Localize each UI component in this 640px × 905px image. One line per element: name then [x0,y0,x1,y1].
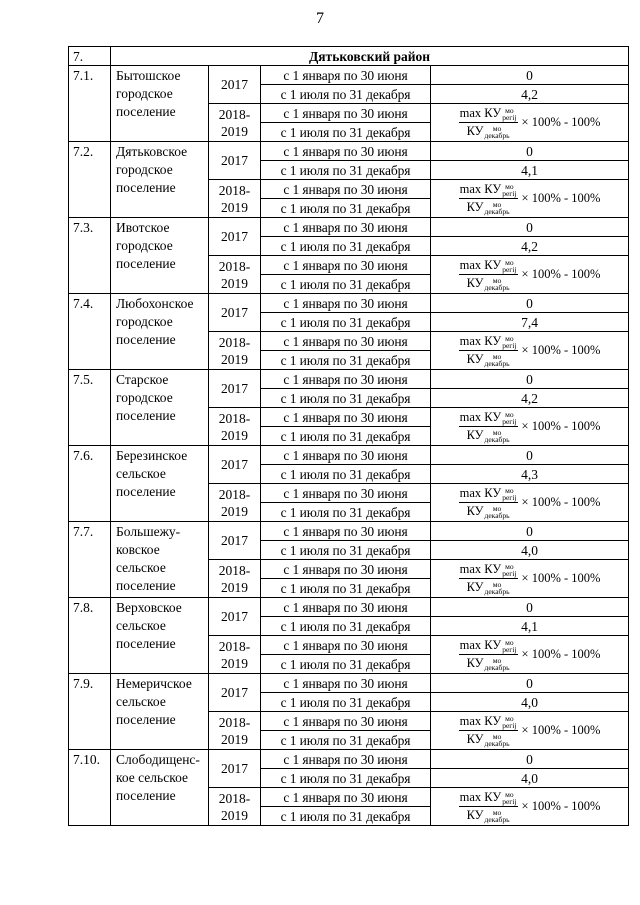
settlement-number: 7.5. [69,370,111,446]
formula-max: max [459,637,485,652]
settlement-number: 7.1. [69,66,111,142]
value-second-half: 4,2 [431,85,629,104]
value-second-half: 4,3 [431,465,629,484]
formula-multiplier: × 100% - 100% [521,191,601,205]
value-first-half: 0 [431,598,629,617]
period-first-half: с 1 января по 30 июня [261,636,431,655]
year-2018-2019: 2018-2019 [209,332,261,370]
value-first-half: 0 [431,446,629,465]
formula-indices: мо декабрь [484,124,510,141]
formula-cell [431,408,629,446]
formula-indices: мо декабрь [484,808,510,825]
formula-fraction [459,486,518,519]
year-2018-2019: 2018-2019 [209,104,261,142]
formula-cell [431,484,629,522]
period-first-half: с 1 января по 30 июня [261,218,431,237]
formula-max: max [459,333,485,348]
settlement-name: Верховское сельское поселение [111,598,209,674]
formula-fraction [459,182,518,215]
growth-formula [431,106,628,140]
formula-numerator [459,258,518,275]
formula-indices: мо декабрь [484,732,510,749]
formula-ku: КУ [466,808,484,822]
value-first-half: 0 [431,674,629,693]
formula-numerator [459,790,518,807]
formula-max: max [459,789,485,804]
settlement-number: 7.7. [69,522,111,598]
formula-ku: КУ [484,561,502,576]
value-first-half: 0 [431,750,629,769]
year-2018-2019: 2018-2019 [209,560,261,598]
formula-indices: мо регіј [502,562,517,578]
formula-indices: мо регіј [502,106,517,122]
formula-fraction [459,106,518,139]
year-2018-2019: 2018-2019 [209,180,261,218]
formula-cell [431,180,629,218]
formula-numerator [459,106,518,123]
period-first-half: с 1 января по 30 июня [261,294,431,313]
formula-max: max [459,713,485,728]
formula-max: max [459,181,485,196]
formula-numerator [459,714,518,731]
period-second-half: с 1 июля по 31 декабря [261,579,431,598]
formula-cell [431,636,629,674]
formula-fraction [459,258,518,291]
formula-indices: мо декабрь [484,580,510,597]
value-second-half: 4,2 [431,389,629,408]
settlement-number: 7.3. [69,218,111,294]
formula-indices: мо декабрь [484,656,510,673]
formula-ku: КУ [466,124,484,138]
formula-ku: КУ [484,409,502,424]
formula-denominator [467,123,510,139]
period-first-half: с 1 января по 30 июня [261,408,431,427]
period-second-half: с 1 июля по 31 декабря [261,807,431,826]
formula-max: max [459,105,485,120]
formula-multiplier: × 100% - 100% [521,343,601,357]
formula-numerator [459,638,518,655]
formula-numerator [459,486,518,503]
year-2018-2019: 2018-2019 [209,408,261,446]
formula-denominator [467,199,510,215]
period-second-half: с 1 июля по 31 декабря [261,123,431,142]
formula-fraction [459,790,518,823]
settlement-name: Немеричское сельское поселение [111,674,209,750]
period-first-half: с 1 января по 30 июня [261,674,431,693]
formula-indices: мо декабрь [484,352,510,369]
settlement-name: Слободищенс-кое сельское поселение [111,750,209,826]
settlement-number: 7.8. [69,598,111,674]
year-2018-2019: 2018-2019 [209,636,261,674]
formula-ku: КУ [484,789,502,804]
formula-multiplier: × 100% - 100% [521,647,601,661]
formula-indices: мо декабрь [484,276,510,293]
formula-cell [431,332,629,370]
value-first-half: 0 [431,294,629,313]
period-second-half: с 1 июля по 31 декабря [261,617,431,636]
settlement-name: Любохонское городское поселение [111,294,209,370]
table-row [69,446,629,465]
formula-max: max [459,561,485,576]
settlement-name: Большежу-ковское сельское поселение [111,522,209,598]
settlement-name: Дятьковское городское поселение [111,142,209,218]
value-first-half: 0 [431,522,629,541]
value-first-half: 0 [431,142,629,161]
formula-fraction [459,410,518,443]
period-second-half: с 1 июля по 31 декабря [261,465,431,484]
table-row [69,598,629,617]
value-second-half: 4,0 [431,693,629,712]
formula-ku: КУ [466,200,484,214]
formula-ku: КУ [466,428,484,442]
year-2017: 2017 [209,446,261,484]
formula-ku: КУ [484,105,502,120]
tariff-table [68,46,629,826]
formula-indices: мо декабрь [484,428,510,445]
formula-indices: мо регіј [502,334,517,350]
formula-ku: КУ [484,257,502,272]
formula-denominator [467,655,510,671]
formula-indices: мо регіј [502,258,517,274]
value-first-half: 0 [431,218,629,237]
formula-multiplier: × 100% - 100% [521,723,601,737]
growth-formula [431,562,628,596]
table-row [69,66,629,85]
settlement-number: 7.4. [69,294,111,370]
page-number: 7 [316,10,324,27]
period-second-half: с 1 июля по 31 декабря [261,389,431,408]
period-first-half: с 1 января по 30 июня [261,788,431,807]
formula-indices: мо регіј [502,714,517,730]
table-row [69,218,629,237]
year-2017: 2017 [209,142,261,180]
year-2018-2019: 2018-2019 [209,484,261,522]
growth-formula [431,638,628,672]
growth-formula [431,334,628,368]
settlement-name: Ивотское городское поселение [111,218,209,294]
period-first-half: с 1 января по 30 июня [261,104,431,123]
period-second-half: с 1 июля по 31 декабря [261,237,431,256]
period-second-half: с 1 июля по 31 декабря [261,731,431,750]
period-second-half: с 1 июля по 31 декабря [261,313,431,332]
period-first-half: с 1 января по 30 июня [261,142,431,161]
period-first-half: с 1 января по 30 июня [261,370,431,389]
year-2017: 2017 [209,370,261,408]
period-first-half: с 1 января по 30 июня [261,712,431,731]
growth-formula [431,258,628,292]
value-second-half: 4,0 [431,769,629,788]
period-second-half: с 1 июля по 31 декабря [261,693,431,712]
period-first-half: с 1 января по 30 июня [261,180,431,199]
year-2017: 2017 [209,750,261,788]
formula-indices: мо регіј [502,486,517,502]
value-second-half: 4,1 [431,617,629,636]
period-second-half: с 1 июля по 31 декабря [261,161,431,180]
formula-denominator [467,807,510,823]
period-first-half: с 1 января по 30 июня [261,66,431,85]
period-second-half: с 1 июля по 31 декабря [261,503,431,522]
formula-cell [431,256,629,294]
period-second-half: с 1 июля по 31 декабря [261,427,431,446]
formula-denominator [467,351,510,367]
formula-indices: мо декабрь [484,504,510,521]
year-2018-2019: 2018-2019 [209,256,261,294]
formula-indices: мо регіј [502,638,517,654]
region-name: Дятьковский район [111,47,629,66]
table-row [69,294,629,313]
formula-indices: мо регіј [502,182,517,198]
year-2017: 2017 [209,598,261,636]
formula-indices: мо декабрь [484,200,510,217]
formula-denominator [467,503,510,519]
formula-fraction [459,562,518,595]
value-second-half: 4,0 [431,541,629,560]
period-first-half: с 1 января по 30 июня [261,598,431,617]
year-2017: 2017 [209,522,261,560]
growth-formula [431,486,628,520]
settlement-number: 7.9. [69,674,111,750]
formula-fraction [459,714,518,747]
formula-ku: КУ [484,181,502,196]
formula-ku: КУ [466,580,484,594]
formula-numerator [459,182,518,199]
formula-ku: КУ [466,352,484,366]
formula-multiplier: × 100% - 100% [521,571,601,585]
table-row [69,750,629,769]
formula-multiplier: × 100% - 100% [521,799,601,813]
settlement-name: Бытошское городское поселение [111,66,209,142]
table-row [69,370,629,389]
year-2017: 2017 [209,66,261,104]
period-second-half: с 1 июля по 31 декабря [261,85,431,104]
formula-ku: КУ [466,276,484,290]
period-first-half: с 1 января по 30 июня [261,446,431,465]
table-row [69,522,629,541]
formula-cell [431,104,629,142]
formula-max: max [459,485,485,500]
formula-multiplier: × 100% - 100% [521,267,601,281]
formula-ku: КУ [484,637,502,652]
formula-denominator [467,275,510,291]
table-row [69,142,629,161]
period-second-half: с 1 июля по 31 декабря [261,275,431,294]
period-second-half: с 1 июля по 31 декабря [261,769,431,788]
settlement-name: Березинское сельское поселение [111,446,209,522]
period-first-half: с 1 января по 30 июня [261,750,431,769]
formula-numerator [459,562,518,579]
formula-ku: КУ [466,504,484,518]
growth-formula [431,790,628,824]
value-first-half: 0 [431,370,629,389]
settlement-number: 7.10. [69,750,111,826]
formula-ku: КУ [484,713,502,728]
formula-cell [431,788,629,826]
year-2018-2019: 2018-2019 [209,712,261,750]
settlement-number: 7.2. [69,142,111,218]
formula-ku: КУ [466,732,484,746]
period-second-half: с 1 июля по 31 декабря [261,655,431,674]
growth-formula [431,182,628,216]
growth-formula [431,714,628,748]
period-first-half: с 1 января по 30 июня [261,560,431,579]
formula-denominator [467,731,510,747]
formula-max: max [459,409,485,424]
period-second-half: с 1 июля по 31 декабря [261,541,431,560]
value-second-half: 4,1 [431,161,629,180]
value-second-half: 4,2 [431,237,629,256]
formula-multiplier: × 100% - 100% [521,115,601,129]
year-2017: 2017 [209,674,261,712]
settlement-number: 7.6. [69,446,111,522]
period-second-half: с 1 июля по 31 декабря [261,199,431,218]
formula-cell [431,560,629,598]
formula-indices: мо регіј [502,410,517,426]
period-first-half: с 1 января по 30 июня [261,332,431,351]
settlement-name: Старское городское поселение [111,370,209,446]
period-first-half: с 1 января по 30 июня [261,484,431,503]
formula-fraction [459,334,518,367]
year-2017: 2017 [209,218,261,256]
formula-multiplier: × 100% - 100% [521,419,601,433]
formula-ku: КУ [484,485,502,500]
formula-numerator [459,334,518,351]
period-first-half: с 1 января по 30 июня [261,522,431,541]
value-second-half: 7,4 [431,313,629,332]
region-number: 7. [69,47,111,66]
region-header-row [69,47,629,66]
period-first-half: с 1 января по 30 июня [261,256,431,275]
formula-ku: КУ [484,333,502,348]
formula-numerator [459,410,518,427]
formula-multiplier: × 100% - 100% [521,495,601,509]
formula-fraction [459,638,518,671]
formula-denominator [467,427,510,443]
formula-max: max [459,257,485,272]
growth-formula [431,410,628,444]
formula-denominator [467,579,510,595]
formula-indices: мо регіј [502,790,517,806]
formula-cell [431,712,629,750]
table-row [69,674,629,693]
year-2017: 2017 [209,294,261,332]
period-second-half: с 1 июля по 31 декабря [261,351,431,370]
value-first-half: 0 [431,66,629,85]
formula-ku: КУ [466,656,484,670]
year-2018-2019: 2018-2019 [209,788,261,826]
